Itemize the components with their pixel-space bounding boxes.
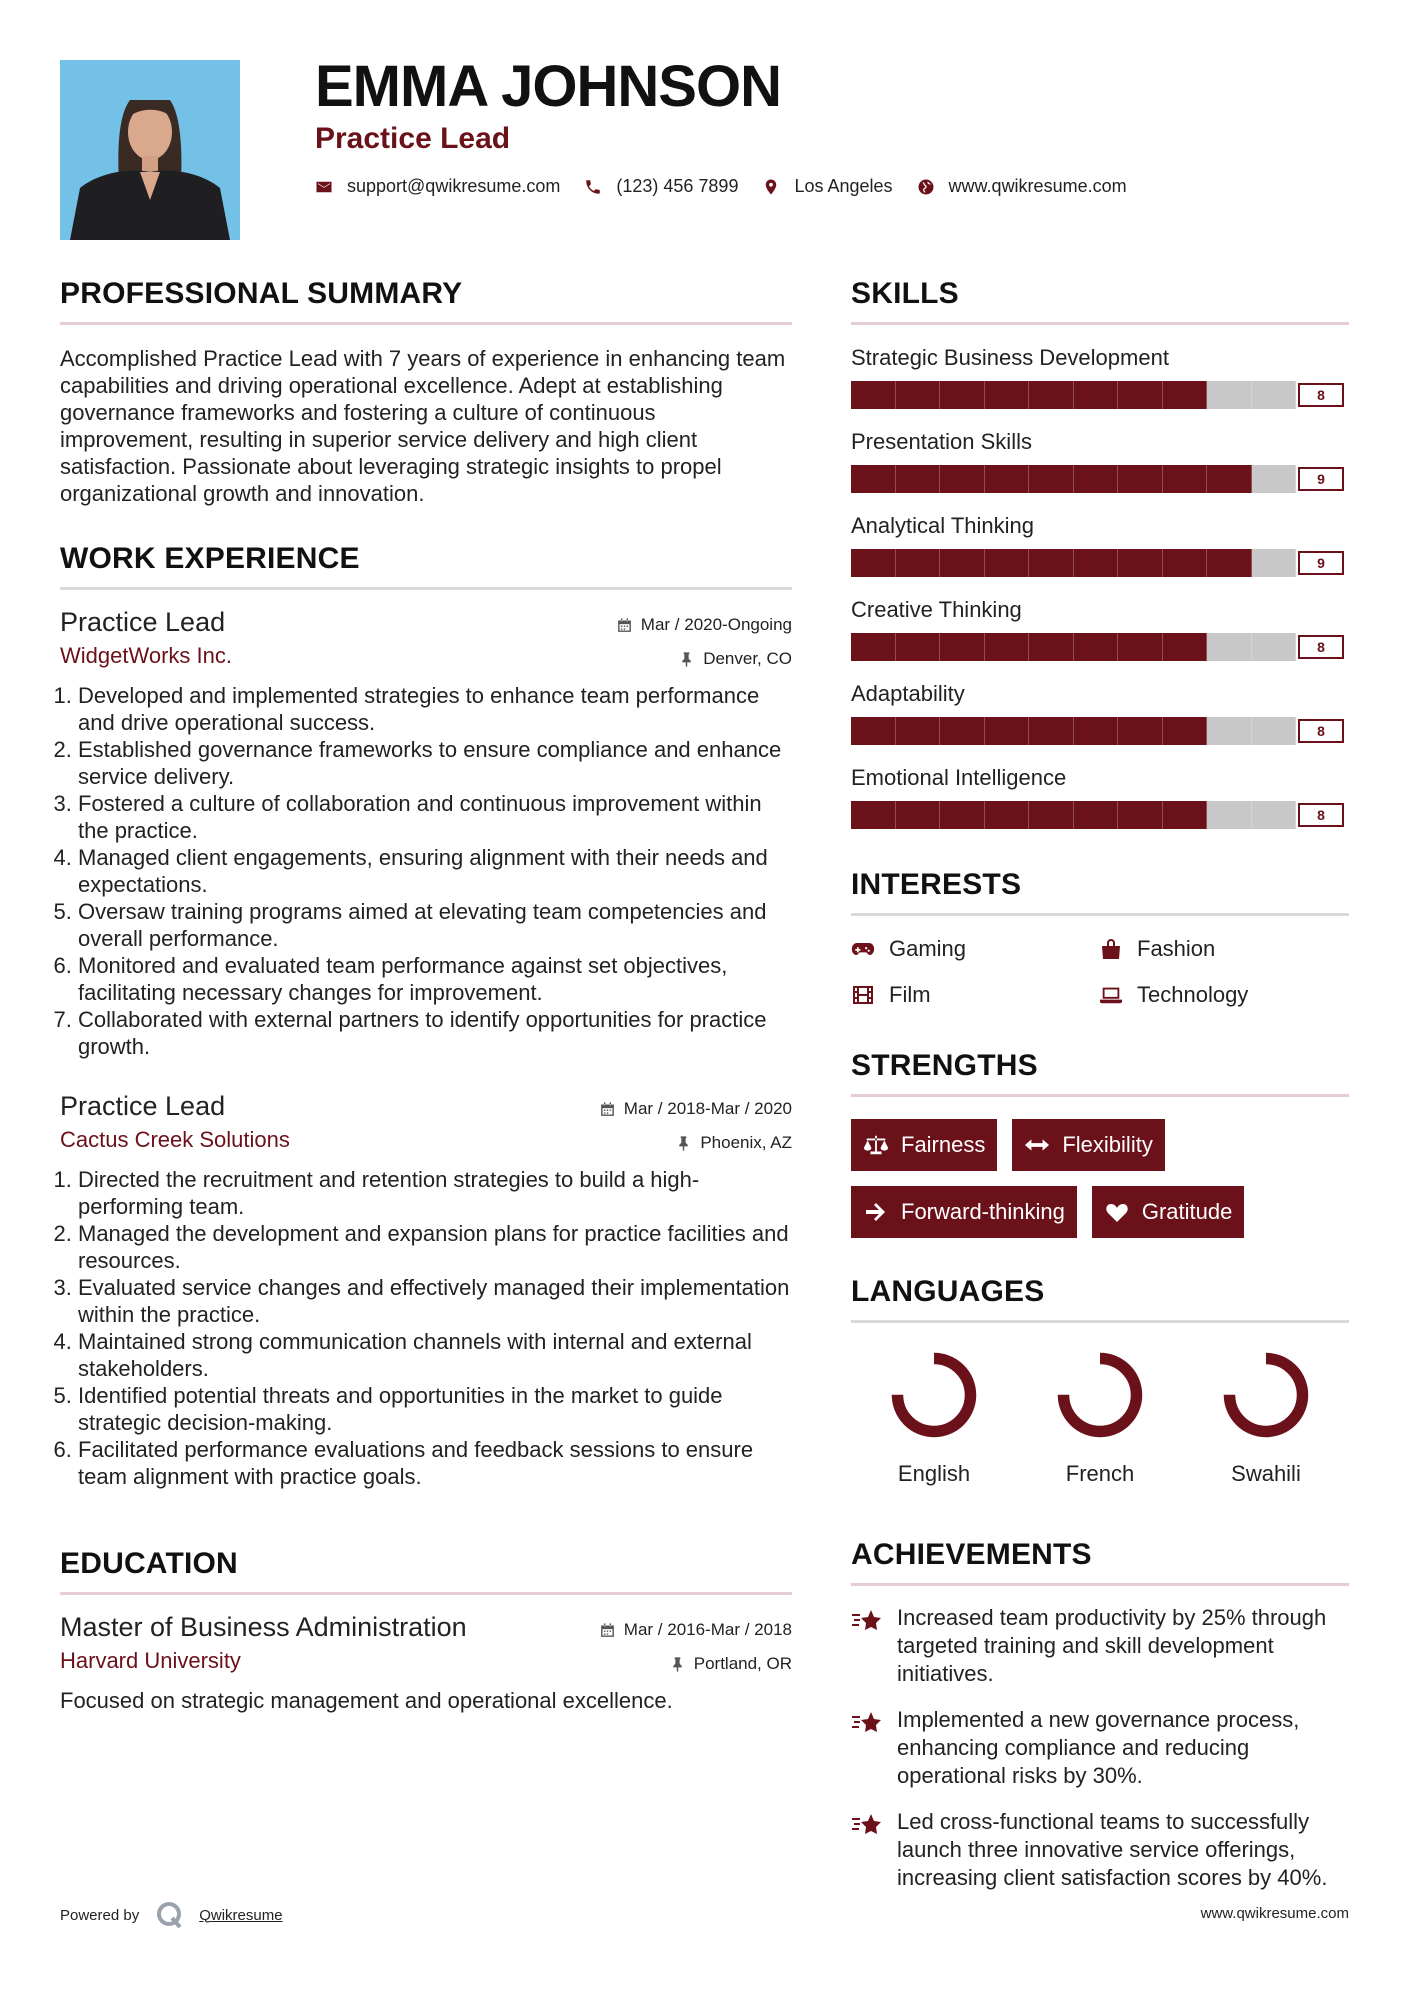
skill-segment-filled (1207, 465, 1252, 493)
qwikresume-logo-icon (155, 1900, 185, 1930)
experience-heading: WORK EXPERIENCE (60, 542, 360, 575)
skill-score: 8 (1298, 719, 1344, 743)
job-location-text: Phoenix, AZ (700, 1133, 792, 1152)
skill-segment-filled (940, 633, 985, 661)
skill-segment-filled (985, 549, 1030, 577)
skill-segment-filled (1163, 717, 1208, 745)
strengths-heading: STRENGTHS (851, 1049, 1038, 1082)
skill-item (851, 513, 1349, 577)
skill-segment-filled (1029, 465, 1074, 493)
duty-item: 5. Oversaw training programs aimed at elevating team competencies and overall performance. (78, 898, 792, 952)
job-company: WidgetWorks Inc. (60, 643, 232, 668)
gamepad-icon (851, 938, 875, 960)
education-meta (599, 1611, 792, 1675)
map-pin-icon (762, 178, 780, 196)
skill-segment-filled (1118, 801, 1163, 829)
laptop-icon (1099, 984, 1123, 1006)
skill-segment-empty (1207, 381, 1252, 409)
contact-location (762, 176, 892, 197)
skill-item (851, 597, 1349, 661)
skill-segment-filled (985, 465, 1030, 493)
duty-item: 1. Directed the recruitment and retention strategies to build a high-performing team. (78, 1166, 792, 1220)
language-level-arc (1230, 1359, 1303, 1432)
job-location (678, 648, 792, 670)
duty-item: 4. Maintained strong communication channels with internal and external stakeholders. (78, 1328, 792, 1382)
skill-segment-empty (1207, 717, 1252, 745)
job-entry (60, 606, 792, 1060)
pushpin-icon (678, 651, 695, 668)
skill-label: Presentation Skills (851, 429, 1032, 454)
pushpin-icon (669, 1656, 686, 1673)
skill-segment-filled (896, 717, 941, 745)
skills-section (851, 276, 1349, 829)
language-item (1017, 1347, 1183, 1487)
skill-track (851, 633, 1296, 661)
calendar-icon (599, 1101, 616, 1118)
duty-item: 3. Fostered a culture of collaboration and continuous improvement within the practice. (78, 790, 792, 844)
job-dates-text: Mar / 2020-Ongoing (640, 615, 792, 634)
strength-badge (1092, 1186, 1245, 1238)
skill-segment-filled (940, 717, 985, 745)
skill-track (851, 717, 1296, 745)
duty-item: 3. Evaluated service changes and effectively managed their implementation within the practice. (78, 1274, 792, 1328)
section-divider (851, 1094, 1349, 1097)
skill-segment-filled (940, 801, 985, 829)
skill-score: 9 (1298, 551, 1344, 575)
skill-segment-empty (1252, 717, 1297, 745)
education-heading: EDUCATION (60, 1547, 238, 1580)
skill-segment-filled (851, 717, 896, 745)
skill-segment-filled (1074, 633, 1119, 661)
languages-list (851, 1347, 1349, 1487)
skill-segment-filled (985, 717, 1030, 745)
skill-segment-filled (1074, 801, 1119, 829)
interests-list (851, 936, 1349, 1008)
education-location (669, 1653, 792, 1675)
education-header (60, 1611, 792, 1675)
achievement-item (851, 1808, 1349, 1892)
skill-segment-filled (851, 381, 896, 409)
skill-segment-filled (896, 633, 941, 661)
skill-segment-filled (1118, 549, 1163, 577)
skill-segment-filled (1118, 381, 1163, 409)
job-company: Cactus Creek Solutions (60, 1127, 290, 1152)
skill-bar (851, 801, 1349, 829)
skill-segment-empty (1207, 801, 1252, 829)
skill-segment-filled (985, 381, 1030, 409)
skill-segment-empty (1252, 633, 1297, 661)
skill-segment-filled (940, 549, 985, 577)
language-ring (1052, 1347, 1148, 1443)
phone-text: (123) 456 7899 (616, 176, 739, 196)
skill-track (851, 801, 1296, 829)
language-ring (886, 1347, 982, 1443)
job-header (60, 606, 792, 670)
skill-bar (851, 465, 1349, 493)
balance-scale-icon (863, 1134, 889, 1156)
skill-segment-filled (1163, 633, 1208, 661)
job-dates-text: Mar / 2018-Mar / 2020 (623, 1099, 792, 1118)
skill-segment-filled (1163, 465, 1208, 493)
shooting-star-icon (851, 1606, 883, 1634)
candidate-title: Practice Lead (315, 122, 511, 155)
double-arrow-icon (1024, 1134, 1050, 1156)
interest-label: Technology (1137, 982, 1249, 1007)
skill-segment-filled (1118, 633, 1163, 661)
contact-website[interactable] (917, 176, 1127, 197)
skill-segment-filled (1074, 717, 1119, 745)
skill-segment-filled (1074, 465, 1119, 493)
school: Harvard University (60, 1648, 241, 1673)
achievement-text: Implemented a new governance process, enhancing compliance and reducing operational risks by 30%. (897, 1707, 1300, 1788)
interests-section (851, 867, 1349, 1008)
skill-segment-filled (1029, 633, 1074, 661)
skill-segment-filled (940, 465, 985, 493)
skill-label: Analytical Thinking (851, 513, 1035, 538)
job-meta (599, 1090, 792, 1154)
skill-segment-filled (940, 381, 985, 409)
language-name: Swahili (1231, 1461, 1301, 1486)
skill-segment-filled (1207, 549, 1252, 577)
interest-item (851, 982, 1099, 1008)
duty-item: 7. Collaborated with external partners to identify opportunities for practice growth. (78, 1006, 792, 1060)
footer-website[interactable]: www.qwikresume.com (1200, 1905, 1349, 1922)
shooting-star-icon (851, 1708, 883, 1736)
skill-segment-filled (851, 549, 896, 577)
skill-bar (851, 381, 1349, 409)
candidate-name: EMMA JOHNSON (315, 54, 781, 119)
skill-segment-filled (1029, 801, 1074, 829)
skill-score: 8 (1298, 383, 1344, 407)
section-divider (60, 587, 792, 590)
summary-section (60, 276, 792, 507)
achievements-section (851, 1537, 1349, 1892)
strengths-list (851, 1119, 1349, 1238)
skill-segment-empty (1252, 801, 1297, 829)
education-titles (60, 1611, 467, 1675)
pushpin-icon (675, 1135, 692, 1152)
skill-segment-filled (1074, 549, 1119, 577)
language-level-arc (898, 1359, 971, 1432)
job-title: Practice Lead (60, 1091, 226, 1121)
interest-item (1099, 936, 1347, 962)
duty-item: 2. Established governance frameworks to ensure compliance and enhance service delivery. (78, 736, 792, 790)
skill-score: 8 (1298, 803, 1344, 827)
job-dates (599, 1098, 792, 1120)
education-dates (599, 1619, 792, 1641)
skill-segment-filled (1029, 717, 1074, 745)
summary-text: Accomplished Practice Lead with 7 years of experience in enhancing team capabilities and driving operational excellence. Adept at establishing governance frameworks and fostering a culture of continuous improvement, resulting in superior service delivery and high client satisfaction. Passionate about leveraging strategic insights to propel organizational growth and innovation. (60, 346, 786, 506)
summary-heading: PROFESSIONAL SUMMARY (60, 277, 463, 310)
interests-heading: INTERESTS (851, 868, 1022, 901)
duty-item: 4. Managed client engagements, ensuring alignment with their needs and expectations. (78, 844, 792, 898)
language-item (851, 1347, 1017, 1487)
skill-segment-filled (1074, 381, 1119, 409)
contact-bar (315, 176, 1151, 197)
interest-label: Film (889, 982, 931, 1007)
interest-item (851, 936, 1099, 962)
skill-bar (851, 717, 1349, 745)
profile-photo (60, 60, 240, 240)
education-description: Focused on strategic management and operational excellence. (60, 1688, 673, 1713)
skill-segment-filled (1163, 801, 1208, 829)
skill-item (851, 345, 1349, 409)
skill-segment-filled (896, 465, 941, 493)
skill-track (851, 381, 1296, 409)
education-dates-text: Mar / 2016-Mar / 2018 (623, 1620, 792, 1639)
shooting-star-icon (851, 1810, 883, 1838)
skill-score: 8 (1298, 635, 1344, 659)
shopping-bag-icon (1099, 938, 1123, 960)
strength-badge (851, 1119, 997, 1171)
skill-segment-filled (851, 465, 896, 493)
job-titles (60, 1090, 290, 1154)
strength-label: Fairness (901, 1132, 986, 1157)
website-text: www.qwikresume.com (948, 176, 1127, 196)
job-header (60, 1090, 792, 1154)
duty-item: 2. Managed the development and expansion plans for practice facilities and resources. (78, 1220, 792, 1274)
interest-label: Gaming (889, 936, 967, 961)
section-divider (60, 322, 792, 325)
powered-by (60, 1900, 283, 1930)
job-dates (616, 614, 792, 636)
skill-bar (851, 549, 1349, 577)
section-divider (851, 913, 1349, 916)
section-divider (851, 1320, 1349, 1323)
email-text: support@qwikresume.com (347, 176, 561, 196)
section-divider (851, 322, 1349, 325)
skill-track (851, 465, 1296, 493)
experience-section (60, 541, 792, 1490)
skill-segment-filled (896, 381, 941, 409)
skill-segment-filled (896, 549, 941, 577)
duty-item: 5. Identified potential threats and opportunities in the market to guide strategic decision-making. (78, 1382, 792, 1436)
skill-segment-filled (1163, 381, 1208, 409)
calendar-icon (599, 1622, 616, 1639)
skill-score: 9 (1298, 467, 1344, 491)
strength-badge (1012, 1119, 1164, 1171)
job-duties (60, 1166, 792, 1490)
job-meta (616, 606, 792, 670)
skill-track (851, 549, 1296, 577)
language-level-arc (1064, 1359, 1137, 1432)
achievement-item (851, 1604, 1349, 1688)
skills-list (851, 345, 1349, 829)
education-location-text: Portland, OR (693, 1654, 792, 1673)
skill-segment-empty (1207, 633, 1252, 661)
skill-item (851, 681, 1349, 745)
skill-segment-filled (1029, 549, 1074, 577)
languages-section (851, 1274, 1349, 1487)
strengths-section (851, 1048, 1349, 1238)
skill-segment-empty (1252, 381, 1297, 409)
duty-item: 6. Monitored and evaluated team performance against set objectives, facilitating necessary changes for improvement. (78, 952, 792, 1006)
skill-segment-filled (985, 801, 1030, 829)
section-divider (60, 1592, 792, 1595)
achievement-item (851, 1706, 1349, 1790)
job-location (675, 1132, 792, 1154)
languages-heading: LANGUAGES (851, 1275, 1045, 1308)
contact-phone[interactable] (584, 176, 738, 197)
skill-segment-filled (1118, 717, 1163, 745)
skill-label: Emotional Intelligence (851, 765, 1067, 790)
education-section (60, 1546, 792, 1714)
film-icon (851, 984, 875, 1006)
duty-item: 1. Developed and implemented strategies to enhance team performance and drive operational success. (78, 682, 792, 736)
strength-badge (851, 1186, 1077, 1238)
job-title: Practice Lead (60, 607, 226, 637)
skill-bar (851, 633, 1349, 661)
left-column (60, 276, 792, 1714)
language-name: English (897, 1461, 971, 1486)
skill-segment-empty (1252, 549, 1297, 577)
achievement-text: Increased team productivity by 25% through targeted training and skill development initiatives. (897, 1605, 1327, 1686)
contact-email[interactable] (315, 176, 560, 197)
arrow-right-icon (863, 1201, 889, 1223)
skill-segment-filled (1163, 549, 1208, 577)
skill-segment-filled (851, 801, 896, 829)
job-duties (60, 682, 792, 1060)
profile-photo-illustration (60, 60, 240, 240)
degree: Master of Business Administration (60, 1612, 467, 1642)
brand-link[interactable]: Qwikresume (199, 1906, 283, 1924)
skill-segment-filled (985, 633, 1030, 661)
achievement-text: Led cross-functional teams to successfully launch three innovative service offerings, increasing client satisfaction scores by 40%. (897, 1809, 1328, 1890)
section-divider (851, 1583, 1349, 1586)
skills-heading: SKILLS (851, 277, 959, 310)
skill-segment-empty (1252, 465, 1297, 493)
powered-by-text: Powered by (60, 1906, 140, 1924)
achievements-heading: ACHIEVEMENTS (851, 1538, 1092, 1571)
skill-item (851, 429, 1349, 493)
skill-segment-filled (1029, 381, 1074, 409)
job-entry (60, 1090, 792, 1490)
heart-icon (1104, 1201, 1130, 1223)
envelope-icon (315, 178, 333, 196)
language-item (1183, 1347, 1349, 1487)
language-name: French (1065, 1461, 1135, 1486)
job-location-text: Denver, CO (703, 649, 792, 668)
strength-label: Forward-thinking (901, 1199, 1065, 1224)
strength-label: Flexibility (1062, 1132, 1153, 1157)
skill-segment-filled (851, 633, 896, 661)
education-entry (60, 1611, 792, 1714)
phone-icon (584, 178, 602, 196)
globe-icon (917, 178, 935, 196)
skill-label: Strategic Business Development (851, 345, 1169, 370)
skill-segment-filled (896, 801, 941, 829)
calendar-icon (616, 617, 633, 634)
interest-label: Fashion (1137, 936, 1216, 961)
skill-item (851, 765, 1349, 829)
duty-item: 6. Facilitated performance evaluations and feedback sessions to ensure team alignment with practice goals. (78, 1436, 792, 1490)
skill-label: Adaptability (851, 681, 965, 706)
interest-item (1099, 982, 1347, 1008)
language-ring (1218, 1347, 1314, 1443)
location-text: Los Angeles (794, 176, 893, 196)
skill-label: Creative Thinking (851, 597, 1022, 622)
achievements-list (851, 1604, 1349, 1892)
strength-label: Gratitude (1141, 1199, 1233, 1224)
skill-segment-filled (1118, 465, 1163, 493)
job-titles (60, 606, 232, 670)
right-column (851, 276, 1349, 1892)
